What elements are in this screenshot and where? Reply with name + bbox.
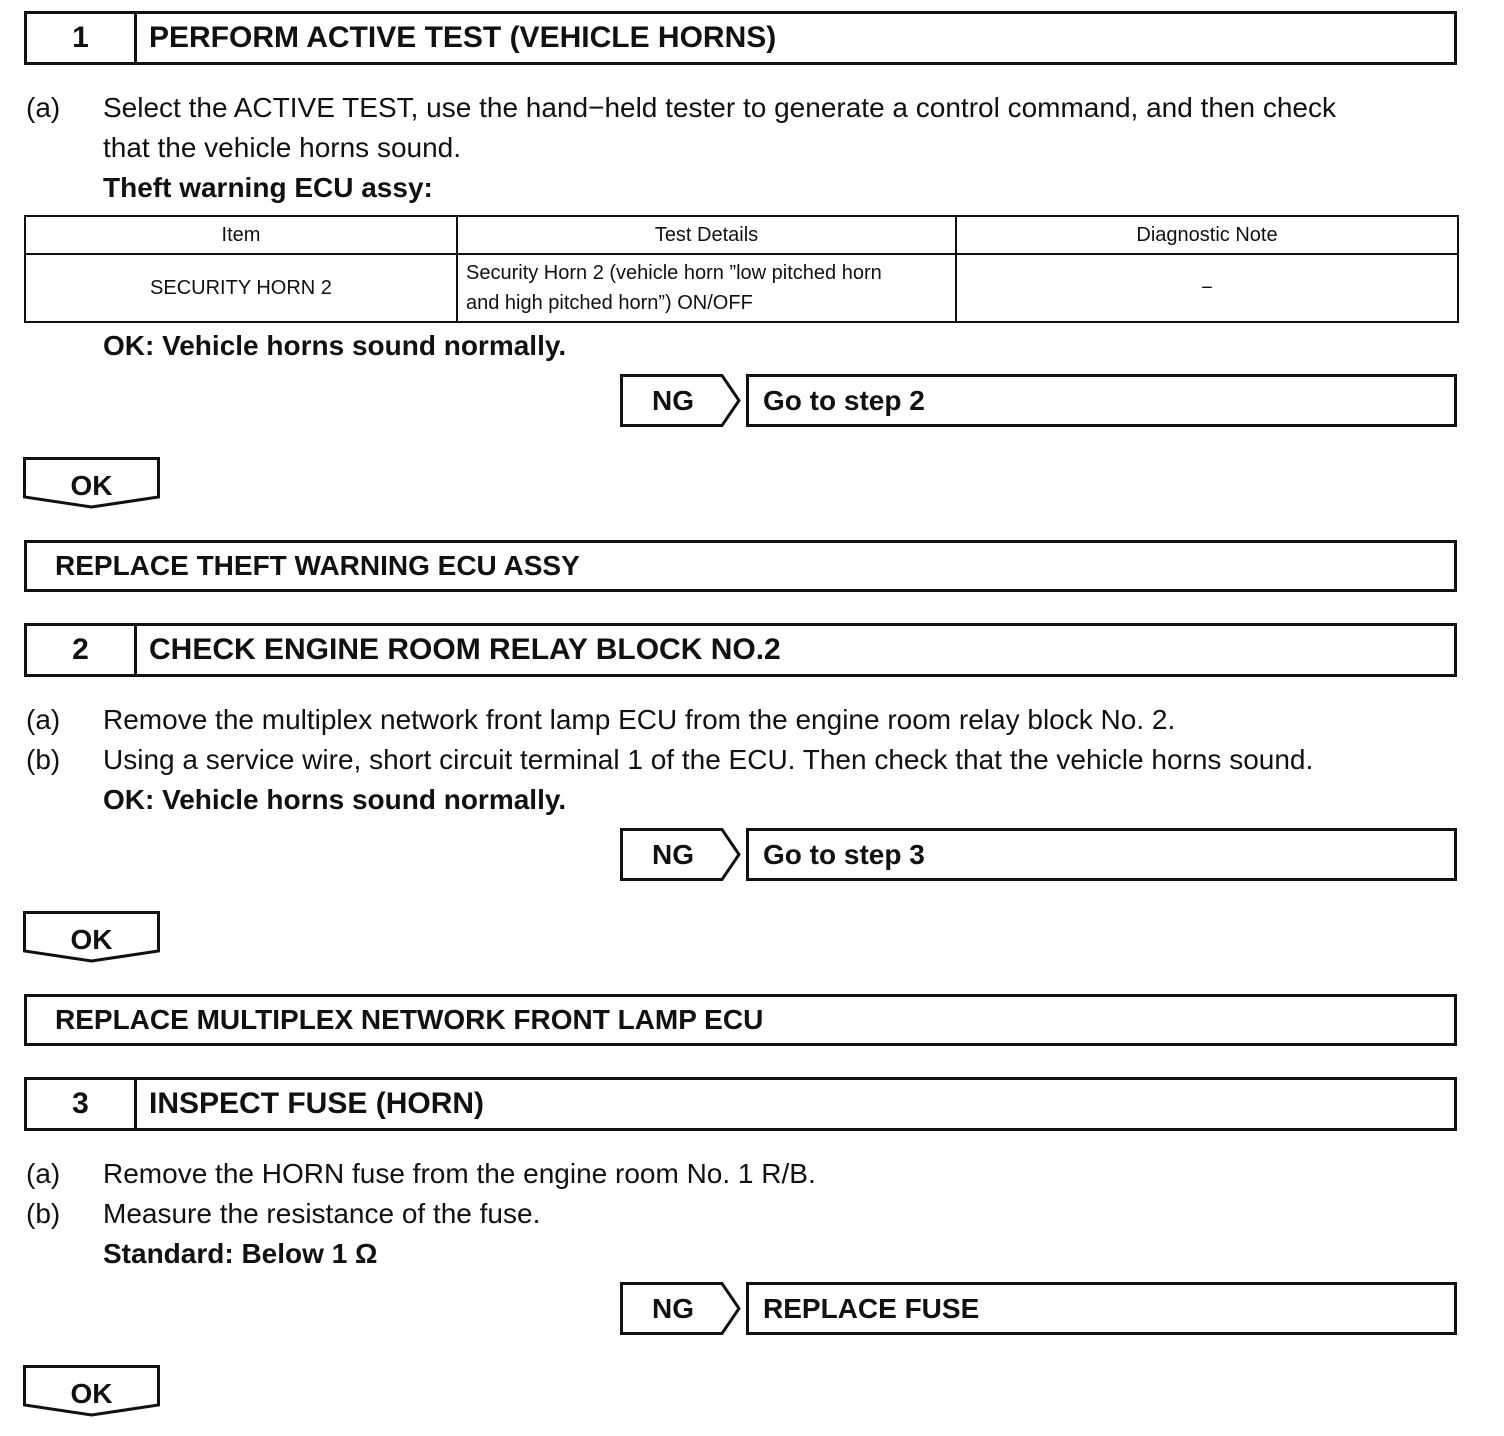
table-row [25, 254, 1458, 322]
step-2-header [24, 623, 1457, 677]
step-2-ng-target: Go to step 3 [746, 828, 1457, 881]
test-details-line1: Security Horn 2 (vehicle horn ”low pitched horn [466, 262, 882, 284]
step-2-item-b: Using a service wire, short circuit terminal 1 of the ECU. Then check that the vehicle horns sound. [103, 744, 1314, 775]
step-3-standard: Standard: Below 1 Ω [103, 1238, 378, 1269]
step-3-ng-target: REPLACE FUSE [746, 1282, 1457, 1335]
active-test-table [24, 215, 1459, 323]
step-3-item-a: Remove the HORN fuse from the engine room No. 1 R/B. [103, 1158, 816, 1189]
step-2-ok-label: OK [70, 924, 113, 955]
step-3-number: 3 [27, 1080, 137, 1128]
step-3-ok-badge [23, 1365, 160, 1417]
step-2-ng-label: NG [652, 838, 694, 870]
table-cell-diagnostic-note: − [956, 254, 1458, 322]
table-header-diagnostic-note: Diagnostic Note [956, 216, 1458, 254]
table-header-test-details: Test Details [457, 216, 956, 254]
step-3-title: INSPECT FUSE (HORN) [149, 1087, 485, 1120]
step-2-title: CHECK ENGINE ROOM RELAY BLOCK NO.2 [149, 633, 781, 666]
step-1-header [24, 11, 1457, 65]
step-1-title: PERFORM ACTIVE TEST (VEHICLE HORNS) [149, 21, 777, 54]
table-header-item: Item [25, 216, 457, 254]
step-2-item-a: Remove the multiplex network front lamp ECU from the engine room relay block No. 2. [103, 704, 1176, 735]
step-1-ok-label: OK [70, 470, 113, 501]
table-cell-item: SECURITY HORN 2 [25, 254, 457, 322]
step-1-ng-badge [620, 374, 742, 427]
step-1-number: 1 [27, 14, 137, 62]
step-2-item-b-letter: (b) [26, 744, 61, 775]
step-3-ng-badge [620, 1282, 742, 1335]
step-2-ng-badge [620, 828, 742, 881]
table-header-row [25, 216, 1458, 254]
step-2-number: 2 [27, 626, 137, 674]
step-3-item-a-letter: (a) [26, 1158, 61, 1189]
step-3-ng-label: NG [652, 1292, 694, 1324]
step-1-ng-target: Go to step 2 [746, 374, 1457, 427]
test-details-line2: and high pitched horn”) ON/OFF [466, 292, 753, 314]
step-1-ok-badge [23, 457, 160, 509]
step-2-ok-badge [23, 911, 160, 963]
step-2-ok-action: REPLACE MULTIPLEX NETWORK FRONT LAMP ECU [24, 994, 1457, 1046]
step-1-ng-label: NG [652, 384, 694, 416]
step-1-ok-condition: OK: Vehicle horns sound normally. [103, 330, 567, 361]
step-3-ok-label: OK [70, 1378, 113, 1409]
step-1-item-a-line1: Select the ACTIVE TEST, use the hand−held tester to generate a control command, and then check [103, 92, 1336, 123]
step-1-item-a-letter: (a) [26, 92, 61, 123]
step-1-subheading: Theft warning ECU assy: [103, 172, 433, 203]
step-3-item-b-letter: (b) [26, 1198, 61, 1229]
step-2-ok-condition: OK: Vehicle horns sound normally. [103, 784, 567, 815]
step-1-item-a-line2: that the vehicle horns sound. [103, 132, 462, 163]
step-2-item-a-letter: (a) [26, 704, 61, 735]
table-cell-test-details [457, 254, 956, 322]
step-3-item-b: Measure the resistance of the fuse. [103, 1198, 541, 1229]
step-3-header [24, 1077, 1457, 1131]
step-1-ok-action: REPLACE THEFT WARNING ECU ASSY [24, 540, 1457, 592]
